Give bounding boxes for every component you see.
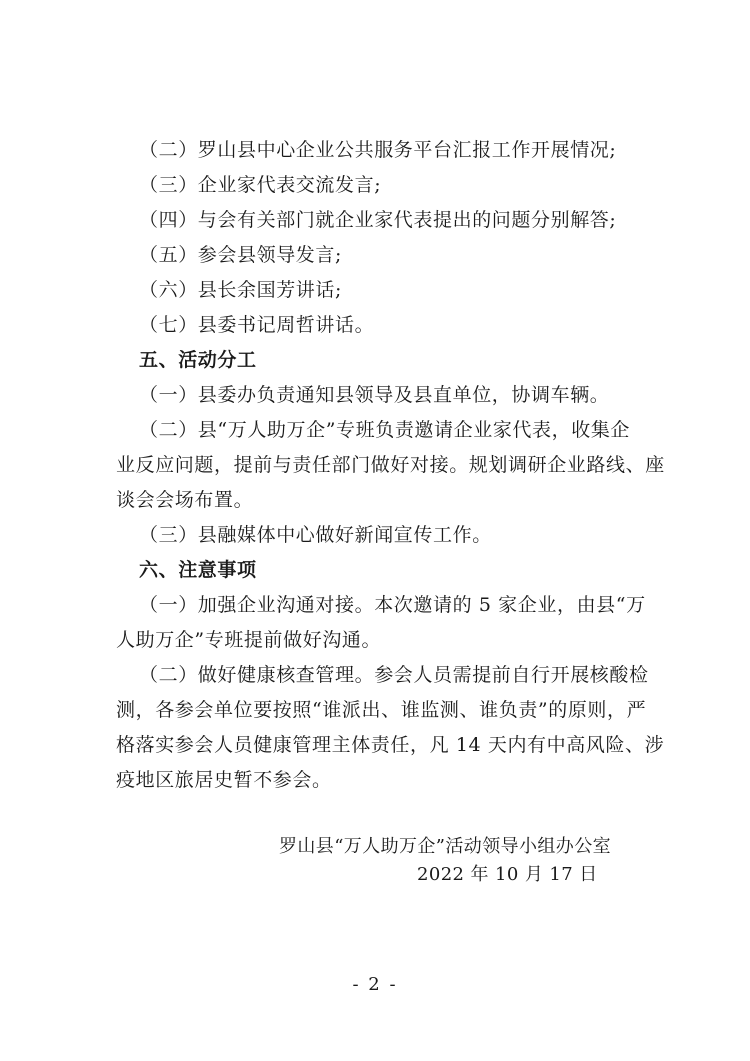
agenda-item-5: （五）参会县领导发言;	[139, 244, 343, 266]
division-item-3: （三）县融媒体中心做好新闻宣传工作。	[139, 524, 492, 546]
division-item-2: （二）县“万人助万企”专班负责邀请企业家代表，收集企	[139, 419, 631, 441]
division-item-1: （一）县委办负责通知县领导及县直单位，协调车辆。	[139, 384, 610, 406]
agenda-item-4: （四）与会有关部门就企业家代表提出的问题分别解答;	[139, 209, 617, 231]
notes-item-2-cont-2: 格落实参会人员健康管理主体责任，凡 14 天内有中高风险、涉	[116, 734, 665, 756]
agenda-item-6: （六）县长余国芳讲话;	[139, 279, 343, 301]
signature-date: 2022 年 10 月 17 日	[417, 864, 598, 885]
agenda-item-3: （三）企业家代表交流发言;	[139, 174, 382, 196]
agenda-item-7: （七）县委书记周哲讲话。	[139, 314, 375, 336]
notes-item-1: （一）加强企业沟通对接。本次邀请的 5 家企业，由县“万	[139, 594, 646, 616]
notes-item-1-cont: 人助万企”专班提前做好沟通。	[116, 629, 382, 651]
notes-item-2-cont-1: 测，各参会单位要按照“谁派出、谁监测、谁负责”的原则，严	[116, 699, 647, 721]
notes-item-2: （二）做好健康核查管理。参会人员需提前自行开展核酸检	[139, 664, 649, 686]
division-item-2-cont-2: 谈会会场布置。	[116, 489, 254, 511]
section-heading-division: 五、活动分工	[139, 349, 257, 371]
agenda-item-2: （二）罗山县中心企业公共服务平台汇报工作开展情况;	[139, 139, 617, 161]
signature-organization: 罗山县“万人助万企”活动领导小组办公室	[279, 836, 612, 857]
notes-item-2-cont-3: 疫地区旅居史暂不参会。	[116, 769, 332, 791]
page-number: - 2 -	[352, 974, 398, 995]
section-heading-notes: 六、注意事项	[139, 559, 257, 581]
division-item-2-cont-1: 业反应问题，提前与责任部门做好对接。规划调研企业路线、座	[116, 454, 665, 476]
